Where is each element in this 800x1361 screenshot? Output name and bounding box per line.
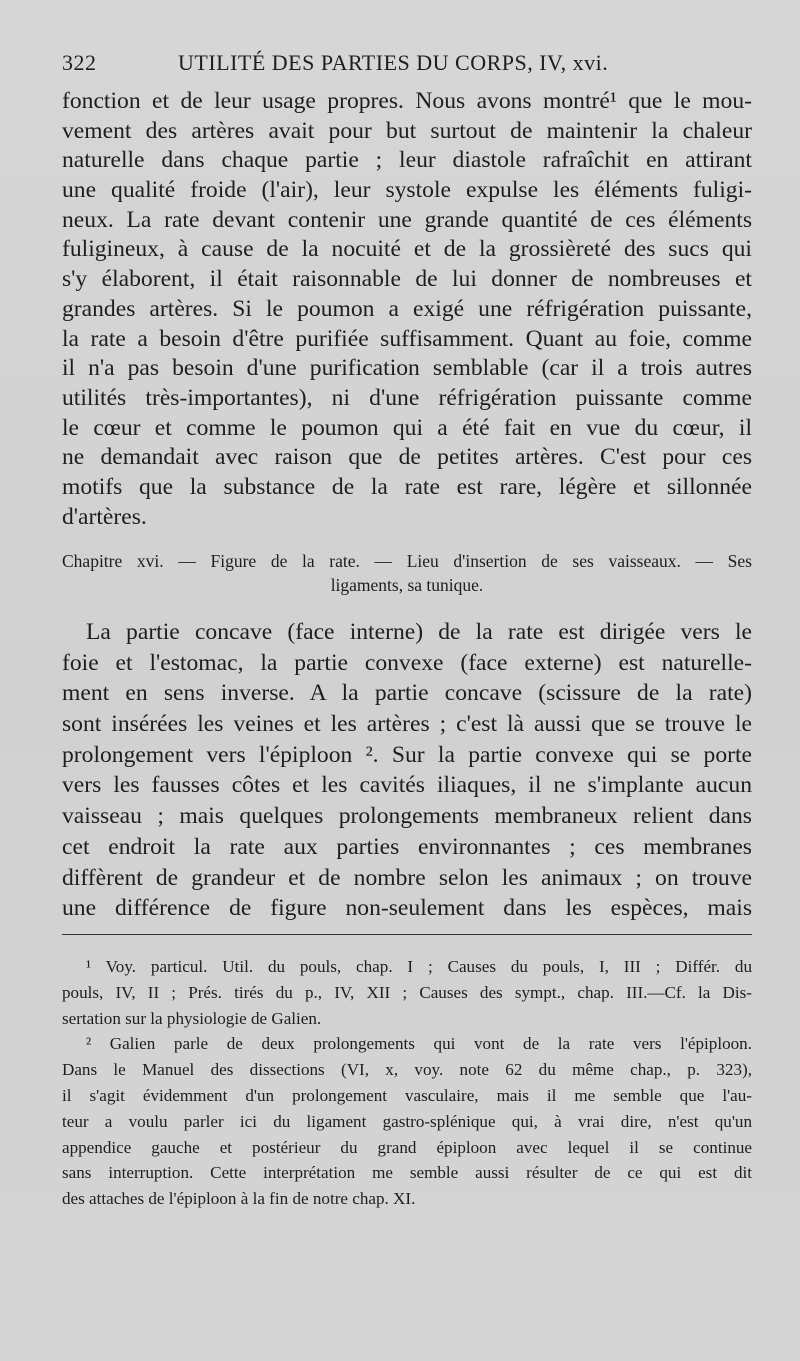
running-title: UTILITÉ DES PARTIES DU CORPS, IV, xvi.: [178, 50, 609, 75]
text-line: foie et l'estomac, la partie convexe (face externe) est naturelle-: [62, 649, 752, 676]
text-line: diffèrent de grandeur et de nombre selon les animaux ; on trouve: [62, 864, 752, 891]
footnote-line: ¹ Voy. particul. Util. du pouls, chap. I ; Causes du pouls, I, III ; Différ. du: [86, 957, 752, 976]
text-line: vers les fausses côtes et les cavités iliaques, il ne s'implante aucun: [62, 772, 752, 799]
text-line: vement des artères avait pour but surtout de maintenir la chaleur: [62, 117, 752, 144]
footnote-line: ² Galien parle de deux prolongements qui vont de la rate vers l'épiploon.: [86, 1034, 752, 1054]
text-line: utilités très-importantes), ni d'une réfrigération puissante comme: [62, 384, 752, 411]
text-line: La partie concave (face interne) de la rate est dirigée vers le: [86, 619, 752, 645]
text-line: grandes artères. Si le poumon a exigé une réfrigération puissante,: [62, 295, 752, 322]
footnote-line: teur a voulu parler ici du ligament gastro-splénique qui, à vrai dire, n'est qu'un: [62, 1111, 752, 1131]
text-line: d'artères.: [62, 503, 147, 530]
text-line: fuligineux, à cause de la nocuité et de la grossièreté des sucs qui: [62, 236, 752, 263]
text-line: ment en sens inverse. A la partie concave (scissure de la rate): [62, 680, 752, 707]
chapter-heading-line: ligaments, sa tunique.: [330, 575, 484, 595]
text-line: prolongement vers l'épiploon ². Sur la partie convexe qui se porte: [62, 741, 752, 768]
text-line: naturelle dans chaque partie ; leur diastole rafraîchit en attirant: [62, 147, 752, 174]
text-line: le cœur et comme le poumon qui a été fait en vue du cœur, il: [62, 414, 752, 441]
footnote-line: appendice gauche et postérieur du grand épiploon avec lequel il se continue: [62, 1137, 752, 1157]
text-line: la rate a besoin d'être purifiée suffisamment. Quant au foie, comme: [62, 325, 752, 352]
text-line: cet endroit la rate aux parties environnantes ; ces membranes: [62, 833, 752, 860]
page-number: 322: [62, 50, 97, 75]
text-line: fonction et de leur usage propres. Nous avons montré¹ que le mou-: [62, 88, 752, 114]
footnote-line: des attaches de l'épiploon à la fin de notre chap. XI.: [62, 1189, 416, 1209]
text-line: neux. La rate devant contenir une grande quantité de ces éléments: [62, 206, 752, 233]
text-line: ne demandait avec raison que de petites artères. C'est pour ces: [62, 444, 752, 471]
chapter-heading-line: Chapitre xvi. — Figure de la rate. — Lieu d'insertion de ses vaisseaux. — Ses: [62, 551, 752, 571]
body-text-bottom: [62, 617, 752, 924]
text-line: une qualité froide (l'air), leur systole expulse les éléments fuligi-: [62, 177, 752, 204]
footnote-divider: [62, 934, 752, 935]
text-line: il n'a pas besoin d'une purification semblable (car il a trois autres: [62, 355, 752, 382]
footnote-line: il s'agit évidemment d'un prolongement vasculaire, mais il me semble que l'au-: [62, 1085, 752, 1105]
text-line: s'y élaborent, il était raisonnable de lui donner de nombreuses et: [62, 266, 752, 293]
footnote-line: pouls, IV, II ; Prés. tirés du p., IV, XII ; Causes des sympt., chap. III.—Cf. la Dis-: [62, 982, 752, 1002]
text-line: une différence de figure non-seulement dans les espèces, mais: [62, 895, 752, 922]
text-line: vaisseau ; mais quelques prolongements membraneux relient dans: [62, 803, 752, 830]
footnotes: [62, 954, 752, 1212]
text-line: sont insérées les veines et les artères ; c'est là aussi que se trouve le: [62, 711, 752, 738]
footnote-line: sans interruption. Cette interprétation me semble aussi résulter de ce qui est dit: [62, 1163, 752, 1183]
text-line: motifs que la substance de la rate est rare, légère et sillonnée: [62, 473, 752, 500]
body-text-top: [62, 87, 752, 532]
chapter-heading: [62, 549, 752, 597]
footnote-line: Dans le Manuel des dissections (VI, x, voy. note 62 du même chap., p. 323),: [62, 1060, 752, 1080]
footnote-line: sertation sur la physiologie de Galien.: [62, 1008, 322, 1028]
